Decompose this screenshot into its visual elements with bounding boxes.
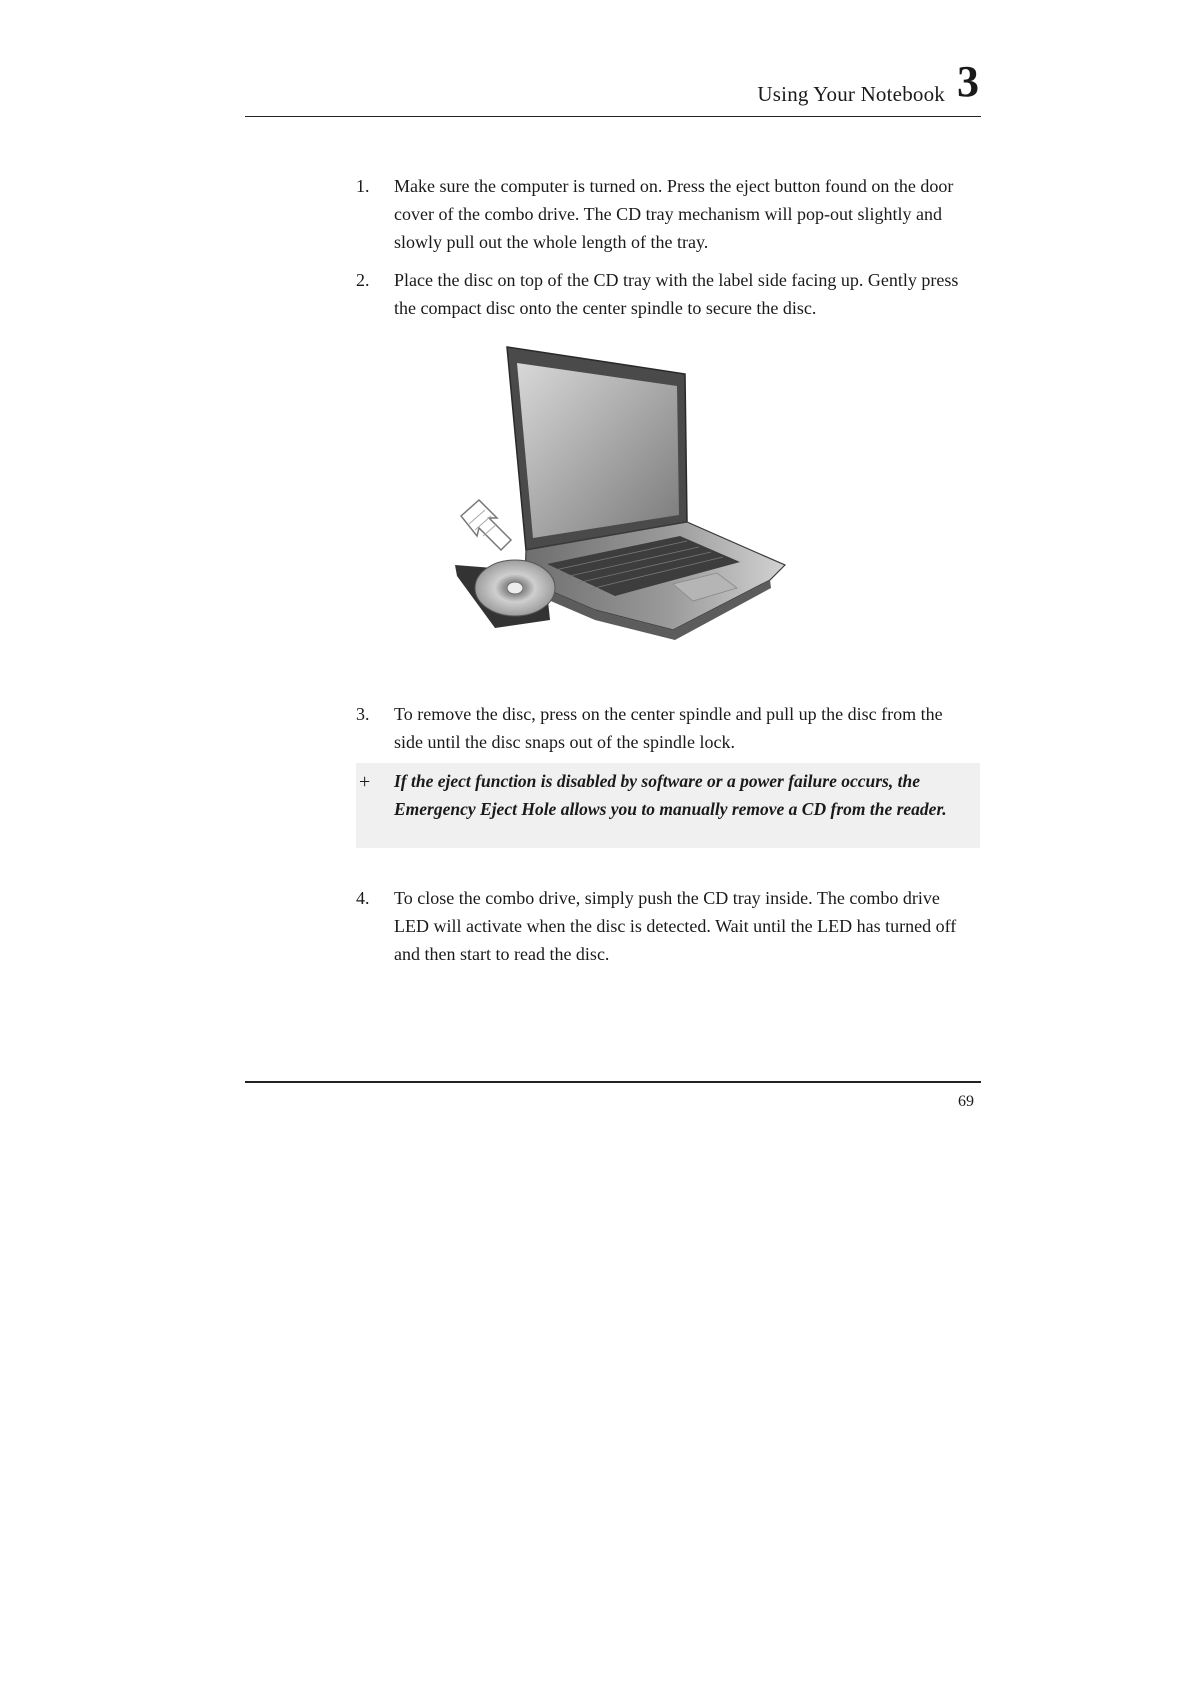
- page-number: 69: [958, 1093, 974, 1110]
- step-number: 3.: [356, 704, 370, 724]
- step-text: Make sure the computer is turned on. Press the eject button found on the door cover of the combo drive. The CD tray mechanism will pop-out slightly and slowly pull out the whole length of the tray.: [394, 176, 954, 252]
- page-header: [245, 58, 981, 117]
- step-4: [356, 884, 976, 968]
- note-box: [356, 763, 980, 848]
- step-3: [356, 700, 976, 756]
- step-text: To close the combo drive, simply push the CD tray inside. The combo drive LED will activate when the disc is detected. Wait until the LED has turned off and then start to read the disc.: [394, 888, 957, 964]
- note-text: If the eject function is disabled by software or a power failure occurs, the Emergency Eject Hole allows you to manually remove a CD from the reader.: [394, 771, 947, 819]
- header-title: Using Your Notebook: [757, 82, 945, 106]
- step-text: Place the disc on top of the CD tray with the label side facing up. Gently press the compact disc onto the center spindle to secure the disc.: [394, 270, 959, 318]
- note-icon: +: [359, 771, 371, 793]
- step-2: [356, 266, 976, 322]
- laptop-icon: [455, 340, 835, 660]
- step-number: 1.: [356, 176, 370, 196]
- laptop-illustration: [455, 340, 835, 660]
- step-number: 2.: [356, 270, 370, 290]
- step-text: To remove the disc, press on the center spindle and pull up the disc from the side until the disc snaps out of the spindle lock.: [394, 704, 943, 752]
- footer-divider: [245, 1081, 981, 1083]
- step-1: [356, 172, 976, 256]
- chapter-number: 3: [957, 57, 979, 106]
- step-number: 4.: [356, 888, 370, 908]
